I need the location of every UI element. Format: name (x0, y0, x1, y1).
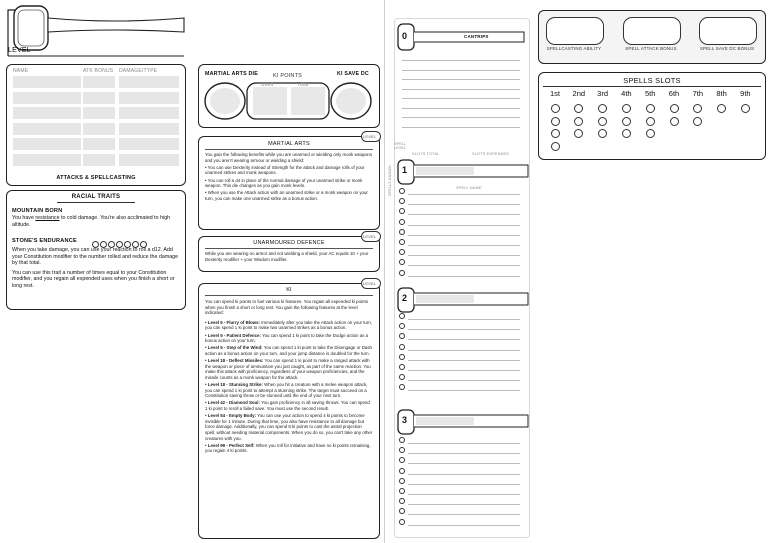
martial-arts-level-tag: LEVEL (361, 131, 381, 142)
slot-circle[interactable] (574, 104, 583, 113)
prepared-circle[interactable] (399, 313, 405, 319)
spell-line[interactable] (408, 194, 520, 195)
attack-cell-3-3[interactable] (119, 107, 179, 119)
prepared-circle[interactable] (399, 354, 405, 360)
attacks-panel (6, 64, 186, 186)
slot-circle[interactable] (646, 117, 655, 126)
spell-line[interactable] (408, 245, 520, 246)
ki-total-label: Total (297, 82, 309, 88)
slot-circle[interactable] (693, 104, 702, 113)
spell-level-number: 2 (402, 293, 408, 303)
prepared-circle[interactable] (399, 519, 405, 525)
level-banner (4, 4, 188, 60)
slot-level-label: 9th (740, 89, 751, 98)
racial-traits-panel (6, 190, 186, 310)
prepared-circle[interactable] (399, 468, 405, 474)
slot-level-label: 7th (692, 89, 704, 98)
spell-line[interactable] (408, 265, 520, 266)
spell-list-frame (394, 18, 530, 538)
spell-line[interactable] (408, 276, 520, 277)
ki-item: • Level 5 - Patient Defence: You can spend 1 ki point to take the Dodge action as a bonus action on your turn. (205, 332, 369, 344)
prepared-circle[interactable] (399, 188, 405, 194)
slot-level-label: 2nd (572, 89, 586, 98)
spell-line[interactable] (408, 370, 520, 371)
slot-circle[interactable] (741, 104, 750, 113)
prepared-circle[interactable] (399, 219, 405, 225)
attack-cell-6-2[interactable] (83, 154, 115, 166)
prepared-circle[interactable] (399, 364, 405, 370)
prepared-circle[interactable] (399, 437, 405, 443)
spell-line[interactable] (408, 319, 520, 320)
level-label: LEVEL (8, 47, 31, 54)
slot-circle[interactable] (717, 104, 726, 113)
col-name: NAME (13, 68, 29, 74)
ki-item: • Level 99 - Perfect Self: When you roll for initiative and have no ki points remaining, you regain 4 ki points. (205, 442, 371, 454)
cantrip-line[interactable] (402, 89, 520, 90)
spell-slots-panel (538, 72, 766, 160)
slot-circle[interactable] (551, 129, 560, 138)
slot-circle[interactable] (598, 129, 607, 138)
slot-circle[interactable] (646, 129, 655, 138)
attack-cell-2-2[interactable] (83, 92, 115, 104)
slot-circle[interactable] (574, 129, 583, 138)
attack-cell-6-1[interactable] (13, 154, 81, 166)
spell-slots-title: SPELLS SLOTS (623, 76, 681, 85)
ki-text: You can spend ki points to fuel various ki features. You regain all expended ki points when you finish a short or long rest. You gain the following features at the level indicated: • Level 5 - Flurry of Blows: Immediately after you take the Attack action on your turn, you can spend 1 ki point to make two unarmed strikes as a bonus action. • Level 5 - Patient Defence: You can spend 1 ki point to take the Dodge action as a bonus action on your turn. • Level 5 - Step of the Wind: You can spend 1 ki point to take the Disengage or Dash action as a bonus action on your turn, and your jump distance is doubled for the turn. • Level 18 - Deflect Missiles: You can spend 1 ki point to make a ranged attack with the weapon or piece of ammunition you just caught, as part of the same reaction. You make this attack with proficiency, regardless of your weapon proficiencies, and the missile counts as a monk weapon for the attack. • Level 18 - Stunning Strike: When you hit a creature with a melee weapon attack, you can spend 1 ki point to attempt a stunning strike. The target must succeed on a Constitution saving throw or be stunned until the end of your next turn. • Level 42 - Diamond Soul: You gain proficiency in all saving throws. You can spend 1 ki point to reroll a failed save. You must use the second result. • Level 54 - Empty Body: You can use your action to spend 4 ki points to become invisible for 1 minute. During that time, you also have resistance to all damage but force damage. Additionally, you can spend 8 ki points to cast the astral projection spell, without needing material components. When you do so, you can't take any other creatures with you. • Level 99 - Perfect Self: When you roll for initiative and have no ki points remaining, you regain 4 ki points. (205, 299, 373, 454)
spell-line[interactable] (408, 255, 520, 256)
attack-cell-4-3[interactable] (119, 123, 179, 135)
spell-line[interactable] (408, 339, 520, 340)
ki-item: • Level 18 - Stunning Strike: When you hit a creature with a melee weapon attack, you can spend 1 ki point to attempt a stunning strike. The target must succeed on a Constitution saving throw or be stunned until the end of your next turn. (205, 382, 368, 399)
unarmoured-defence-panel (198, 233, 380, 272)
attack-cell-4-2[interactable] (83, 123, 115, 135)
slot-circle[interactable] (670, 104, 679, 113)
slot-circle[interactable] (622, 129, 631, 138)
col-damage: DAMAGE/TYPE (119, 68, 158, 74)
trait1-name: MOUNTAIN BORN (12, 208, 63, 214)
prepared-circle[interactable] (399, 270, 405, 276)
slot-circle[interactable] (574, 117, 583, 126)
attack-cell-5-2[interactable] (83, 138, 115, 150)
spells-known-label: SPELLS KNOWN (388, 165, 392, 196)
prepared-circle[interactable] (399, 488, 405, 494)
attack-cell-2-3[interactable] (119, 92, 179, 104)
unarmoured-title: UNARMOURED DEFENCE (253, 240, 325, 246)
spell-level-banner (396, 408, 530, 436)
spell-level-banner (396, 158, 530, 186)
spell-line[interactable] (408, 204, 520, 205)
ki-save-dc-label: KI SAVE DC (337, 71, 369, 77)
spellcasting-ability-box[interactable] (546, 17, 604, 45)
slot-circle[interactable] (598, 104, 607, 113)
martial-arts-title: MARTIAL ARTS (268, 141, 310, 147)
ki-item: • Level 54 - Empty Body: You can use your action to spend 4 ki points to become invisible for 1 minute. During that time, you also have resistance to all damage but force damage. Additionally, you can spend 8 ki points to cast the astral projection spell, without needing material components. When you do so, you can't take any other creatures with you. (205, 413, 373, 441)
cantrip-line[interactable] (402, 108, 520, 109)
prepared-circle[interactable] (399, 478, 405, 484)
slot-circle[interactable] (670, 117, 679, 126)
trait2-text: When you take damage, you can use your reaction to roll a d12. Add your Constitution modifier to the number rolled and reduce the damage by that total. You can use this trait a number of times equal to your Constitution modifier, and you regain all expended uses when you finish a short or long rest. (12, 247, 179, 289)
spell-line[interactable] (408, 360, 520, 361)
spell-line[interactable] (408, 474, 520, 475)
ki-item: • Level 18 - Deflect Missiles: You can spend 1 ki point to make a ranged attack with the weapon or piece of ammunition you just caught, as part of the same reaction. You make this attack with proficiency, regardless of your weapon proficiencies, and the missile counts as a monk weapon for the attack. (205, 358, 371, 380)
ki-used-label: Used (261, 82, 274, 88)
title-underline (57, 202, 135, 203)
divider (205, 248, 373, 249)
slots-total-label: SLOTS TOTAL (412, 152, 440, 156)
spell-level-number: 1 (402, 165, 408, 175)
attack-cell-6-3[interactable] (119, 154, 179, 166)
slot-circle[interactable] (622, 117, 631, 126)
cantrip-line[interactable] (402, 117, 520, 118)
spell-level-banner (396, 286, 530, 314)
divider (205, 149, 373, 150)
right-page (384, 0, 768, 543)
spell-line[interactable] (408, 453, 520, 454)
cantrip-level: 0 (402, 31, 408, 41)
spell-line[interactable] (408, 514, 520, 515)
ki-title: KI (286, 287, 292, 293)
ki-panel (198, 64, 380, 128)
prepared-circle[interactable] (399, 229, 405, 235)
trait1-text: You have resistance to cold damage. You're also acclimated to high altitude. (12, 215, 171, 228)
slot-level-label: 6th (668, 89, 680, 98)
slot-level-label: 8th (716, 89, 727, 98)
ki-points-label: KI POINTS (273, 73, 302, 79)
martial-arts-die-label: MARTIAL ARTS DIE (205, 71, 258, 77)
slot-level-label: 3rd (597, 89, 609, 98)
divider (543, 86, 761, 87)
spell-line[interactable] (408, 390, 520, 391)
spell-line[interactable] (408, 504, 520, 505)
spell-save-box[interactable] (699, 17, 757, 45)
attack-cell-2-1[interactable] (13, 92, 81, 104)
attack-cell-3-2[interactable] (83, 107, 115, 119)
col-atk-bonus: ATK BONUS (83, 68, 114, 74)
divider (205, 295, 373, 296)
slot-circle[interactable] (598, 117, 607, 126)
slot-level-label: 5th (644, 89, 656, 98)
slot-circle[interactable] (551, 104, 560, 113)
prepared-circle[interactable] (399, 344, 405, 350)
spell-line[interactable] (408, 443, 520, 444)
spell-line[interactable] (408, 214, 520, 215)
spell-line[interactable] (408, 494, 520, 495)
cantrip-line[interactable] (402, 70, 520, 71)
spellcasting-ability-label: SPELLCASTING ABILITY (546, 46, 602, 51)
ki-feature-panel (198, 280, 380, 539)
attack-cell-5-1[interactable] (13, 138, 81, 150)
spellcasting-stats-panel (538, 10, 766, 64)
slot-circle[interactable] (551, 117, 560, 126)
spell-line[interactable] (408, 329, 520, 330)
slot-circle[interactable] (646, 104, 655, 113)
racial-traits-title: RACIAL TRAITS (71, 194, 121, 200)
spell-level-label: SPELL LEVEL (394, 142, 407, 150)
prepared-circle[interactable] (399, 239, 405, 245)
attack-cell-1-1[interactable] (13, 76, 81, 88)
spell-save-label: SPELL SAVE DC BONUS (699, 46, 755, 51)
trait2-name: STONE'S ENDURANCE (12, 238, 77, 244)
ki-shapes (201, 77, 377, 125)
ki-item: • Level 42 - Diamond Soul: You gain proficiency in all saving throws. You can spend 1 ki point to reroll a failed save. You must use the second result. (205, 400, 370, 412)
attacks-title: ATTACKS & SPELLCASTING (56, 175, 136, 181)
spell-attack-label: SPELL ATTACK BONUS (625, 46, 677, 51)
slot-level-label: 4th (621, 89, 632, 98)
slot-circle[interactable] (622, 104, 631, 113)
slot-level-label: 1st (549, 89, 560, 98)
unarmoured-text: While you are wearing no armor and not wielding a shield, your AC equals 10 + your Dexterity modifier + your Wisdom modifier. (205, 251, 369, 262)
cantrip-line[interactable] (402, 60, 520, 61)
spell-name-label: SPELL NAME (456, 186, 482, 190)
slot-circle[interactable] (693, 117, 702, 126)
spell-attack-box[interactable] (623, 17, 681, 45)
spell-line[interactable] (408, 225, 520, 226)
spell-line[interactable] (408, 463, 520, 464)
ki-item: • Level 5 - Step of the Wind: You can spend 1 ki point to take the Disengage or Dash action as a bonus action on your turn, and your jump distance is doubled for the turn. (205, 345, 372, 356)
spell-line[interactable] (408, 380, 520, 381)
attack-cell-1-2[interactable] (83, 76, 115, 88)
slot-circle[interactable] (551, 142, 560, 151)
cantrip-line[interactable] (402, 98, 520, 99)
cantrip-line[interactable] (402, 79, 520, 80)
spell-line[interactable] (408, 484, 520, 485)
cantrips-banner (396, 22, 530, 54)
cantrip-line[interactable] (402, 127, 520, 128)
martial-arts-text: You gain the following benefits while you are unarmed or wielding only monk weapons and you aren't wearing armour or wielding a shield: • You can use Dexterity instead of Strength for the attack and damage rolls of your unarmed strikes and monk weapons. • You can roll a d4 in place of the normal damage of your unarmed strike or monk weapon. This die changes as you gain monk levels. • When you use the Attack action with an unarmed strike or a monk weapon on your turn, you can make one unarmed strike as a bonus action. (205, 152, 373, 201)
attack-cell-4-1[interactable] (13, 123, 81, 135)
ki-item: • Level 5 - Flurry of Blows: Immediately after you take the Attack action on your turn, you can spend 1 ki point to make two unarmed strikes as a bonus action. (205, 319, 372, 331)
attack-cell-5-3[interactable] (119, 138, 179, 150)
unarmoured-level-tag: LEVEL (361, 231, 381, 242)
attack-cell-1-3[interactable] (119, 76, 179, 88)
spell-level-number: 3 (402, 415, 408, 425)
attack-cell-3-1[interactable] (13, 107, 81, 119)
spell-line[interactable] (408, 525, 520, 526)
slots-expended-label: SLOTS EXPENDED (472, 152, 510, 156)
spell-line[interactable] (408, 350, 520, 351)
spell-line[interactable] (408, 235, 520, 236)
ki-level-tag: LEVEL (361, 278, 381, 289)
martial-arts-panel (198, 133, 380, 230)
cantrips-label: CANTRIPS (464, 34, 489, 39)
